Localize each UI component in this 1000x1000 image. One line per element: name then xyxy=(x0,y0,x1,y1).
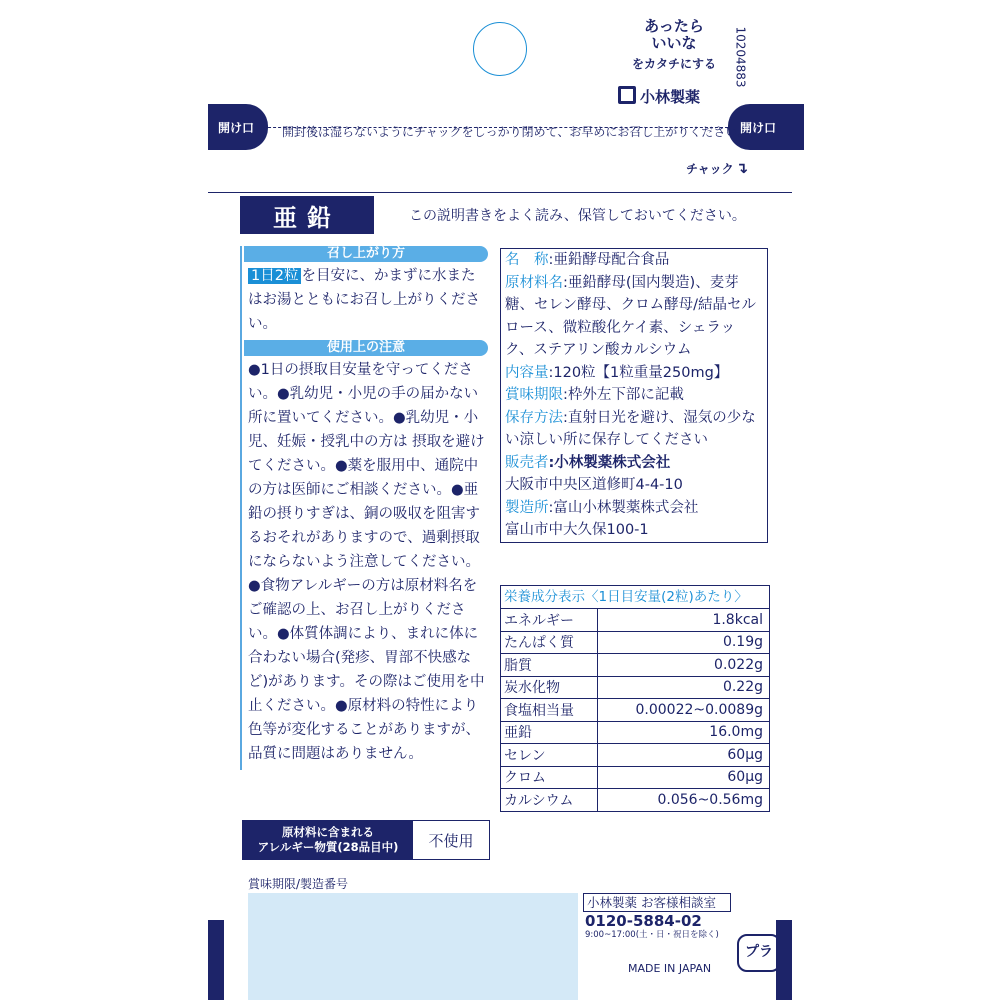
value: :120粒【1粒重量250mg】 xyxy=(548,364,729,381)
table-row xyxy=(501,744,769,767)
arrow-down-icon: ↴ xyxy=(735,159,749,177)
product-info xyxy=(500,248,768,543)
hang-hole xyxy=(473,22,527,76)
nutrient-value: 0.00022~0.0089g xyxy=(598,699,770,722)
label: 賞味期限 xyxy=(505,387,563,403)
allergy-label-line2: アレルギー物質(28品目中) xyxy=(257,840,399,854)
nutrient-name: 食塩相当量 xyxy=(501,699,598,722)
dosage-highlight: 1日2粒 xyxy=(248,268,301,284)
slogan-line2: いいな xyxy=(651,34,697,52)
label: 製造所 xyxy=(505,499,549,516)
table-row xyxy=(501,789,769,811)
label: 販売者 xyxy=(505,454,549,471)
title-note: この説明書きをよく読み、保管しておいてください。 xyxy=(409,208,746,224)
nutrient-value: 0.022g xyxy=(598,654,770,677)
nutrient-value: 0.056~0.56mg xyxy=(657,791,763,808)
info-expiry xyxy=(501,384,767,407)
product-code-text: 10204883 xyxy=(733,26,748,88)
open-tab-label: 開け口 xyxy=(218,120,255,135)
nutrient-name: 炭水化物 xyxy=(501,676,598,699)
allergy-box xyxy=(242,820,490,860)
nutrient-name: セレン xyxy=(501,744,598,767)
table-row xyxy=(501,766,769,789)
brand-logo xyxy=(618,86,700,107)
product-code xyxy=(733,10,780,105)
product-title-text: 亜鉛 xyxy=(273,203,341,232)
nutrient-name: カルシウム xyxy=(501,789,598,811)
value: :亜鉛酵母配合食品 xyxy=(548,252,670,268)
info-maker xyxy=(501,497,767,542)
info-content xyxy=(501,362,767,385)
nutrient-name: 脂質 xyxy=(501,654,598,677)
label: 原材料名 xyxy=(505,274,563,291)
table-row xyxy=(501,721,769,744)
contact-hours: 9:00~17:00(土・日・祝日を除く) xyxy=(585,930,719,940)
directions-text-1: を目安に、かまずに xyxy=(301,268,432,284)
directions-text-2: 水またはお湯とともにお召し上がりください。 xyxy=(248,268,480,332)
plastic-recycle-icon xyxy=(737,934,781,972)
allergy-value: 不使用 xyxy=(428,831,474,850)
brand-name: 小林製薬 xyxy=(640,88,701,106)
recycle-mark-text: プラ xyxy=(745,944,773,960)
info-ingredients xyxy=(501,272,767,362)
brand-mark-icon xyxy=(618,86,636,104)
caution-heading: 使用上の注意 xyxy=(244,340,488,356)
nutrient-value: 0.22g xyxy=(598,676,770,699)
directions-body xyxy=(242,262,490,340)
value: :亜鉛酵母(国内製造)、麦芽糖、セレン酵母、クロム酵母/結晶セルロース、微粒酸化ケイ素、シェラック、ステアリン酸カルシウム xyxy=(505,274,757,358)
table-row xyxy=(501,609,769,631)
nutrition-rows xyxy=(501,609,769,811)
zipper-indicator xyxy=(686,159,748,177)
table-row xyxy=(501,654,769,677)
slogan-line1: あったら xyxy=(644,17,704,35)
allergy-label-line1: 原材料に含まれる xyxy=(282,825,374,839)
slogan-line3: をカタチにする xyxy=(631,57,716,71)
nutrient-name: たんぱく質 xyxy=(501,631,598,654)
address: 富山市中大久保100-1 xyxy=(505,522,649,538)
contact-name: 小林製薬 お客様相談室 xyxy=(583,893,731,912)
open-note: 開封後は湿らないようにチャックをしっかり閉めて、お早めにお召し上がりください。 xyxy=(282,125,750,139)
info-name xyxy=(501,249,767,272)
zipper-label: チャック xyxy=(686,162,734,176)
label: 名 称 xyxy=(505,252,549,268)
usage-column xyxy=(240,246,490,770)
nutrition-heading: 栄養成分表示〈1日目安量(2粒)あたり〉 xyxy=(501,586,769,609)
caution-body: ●1日の摂取目安量を守ってください。●乳幼児・小児の手の届かない所に置いてください。●乳幼児・小児、妊娠・授乳中の方は 摂取を避けてください。●薬を服用中、通院中の方は医師にご相談ください。●亜鉛の摂りすぎは、銅の吸収を阻害するおそれがありますので、過剰摂取にならないよう注意してください。●食物アレルギーの方は原材料名をご確認の上、お召し上がりください。●体質体調により、まれに体に合わない場合(発疹、胃部不快感など)があります。その際はご使用を中止ください。●原材料の特性により色等が変化することがありますが、品質に問題はありません。 xyxy=(248,362,485,762)
table-row xyxy=(501,631,769,654)
slogan-badge xyxy=(630,18,718,73)
allergy-label xyxy=(243,821,413,859)
table-row xyxy=(501,676,769,699)
edge-seal-right xyxy=(776,920,792,1000)
lot-label: 賞味期限/製造番号 xyxy=(248,877,349,891)
info-seller xyxy=(501,452,767,497)
address: 大阪市中央区道修町4-4-10 xyxy=(505,477,683,493)
value: :枠外左下部に記載 xyxy=(563,387,684,403)
product-title xyxy=(240,196,374,234)
open-tab-label: 開け口 xyxy=(740,120,777,135)
customer-contact xyxy=(583,893,731,941)
nutrient-value: 0.19g xyxy=(598,631,770,654)
nutrient-value: 60μg xyxy=(598,766,770,789)
nutrient-value: 60μg xyxy=(598,744,770,767)
made-in-label: MADE IN JAPAN xyxy=(628,962,712,975)
nutrient-name: エネルギー xyxy=(501,609,598,631)
edge-seal-left xyxy=(208,920,224,1000)
value: :富山小林製薬株式会社 xyxy=(548,499,699,516)
nutrient-name: 亜鉛 xyxy=(501,721,598,744)
value: :直射日光を避け、湿気の少ない涼しい所に保存してください xyxy=(505,409,756,448)
info-storage xyxy=(501,407,767,452)
nutrient-name: クロム xyxy=(501,766,598,789)
lot-print-area xyxy=(248,893,578,1000)
label: 内容量 xyxy=(505,364,549,381)
contact-phone[interactable]: 0120-5884-02 xyxy=(585,912,702,930)
nutrient-value: 16.0mg xyxy=(598,721,770,744)
value: :小林製薬株式会社 xyxy=(548,454,671,471)
zipper-line xyxy=(208,192,792,193)
table-row xyxy=(501,699,769,722)
nutrient-value: 1.8kcal xyxy=(598,609,770,631)
label: 保存方法 xyxy=(505,409,563,426)
nutrition-table xyxy=(500,585,770,812)
directions-heading: 召し上がり方 xyxy=(244,246,488,262)
